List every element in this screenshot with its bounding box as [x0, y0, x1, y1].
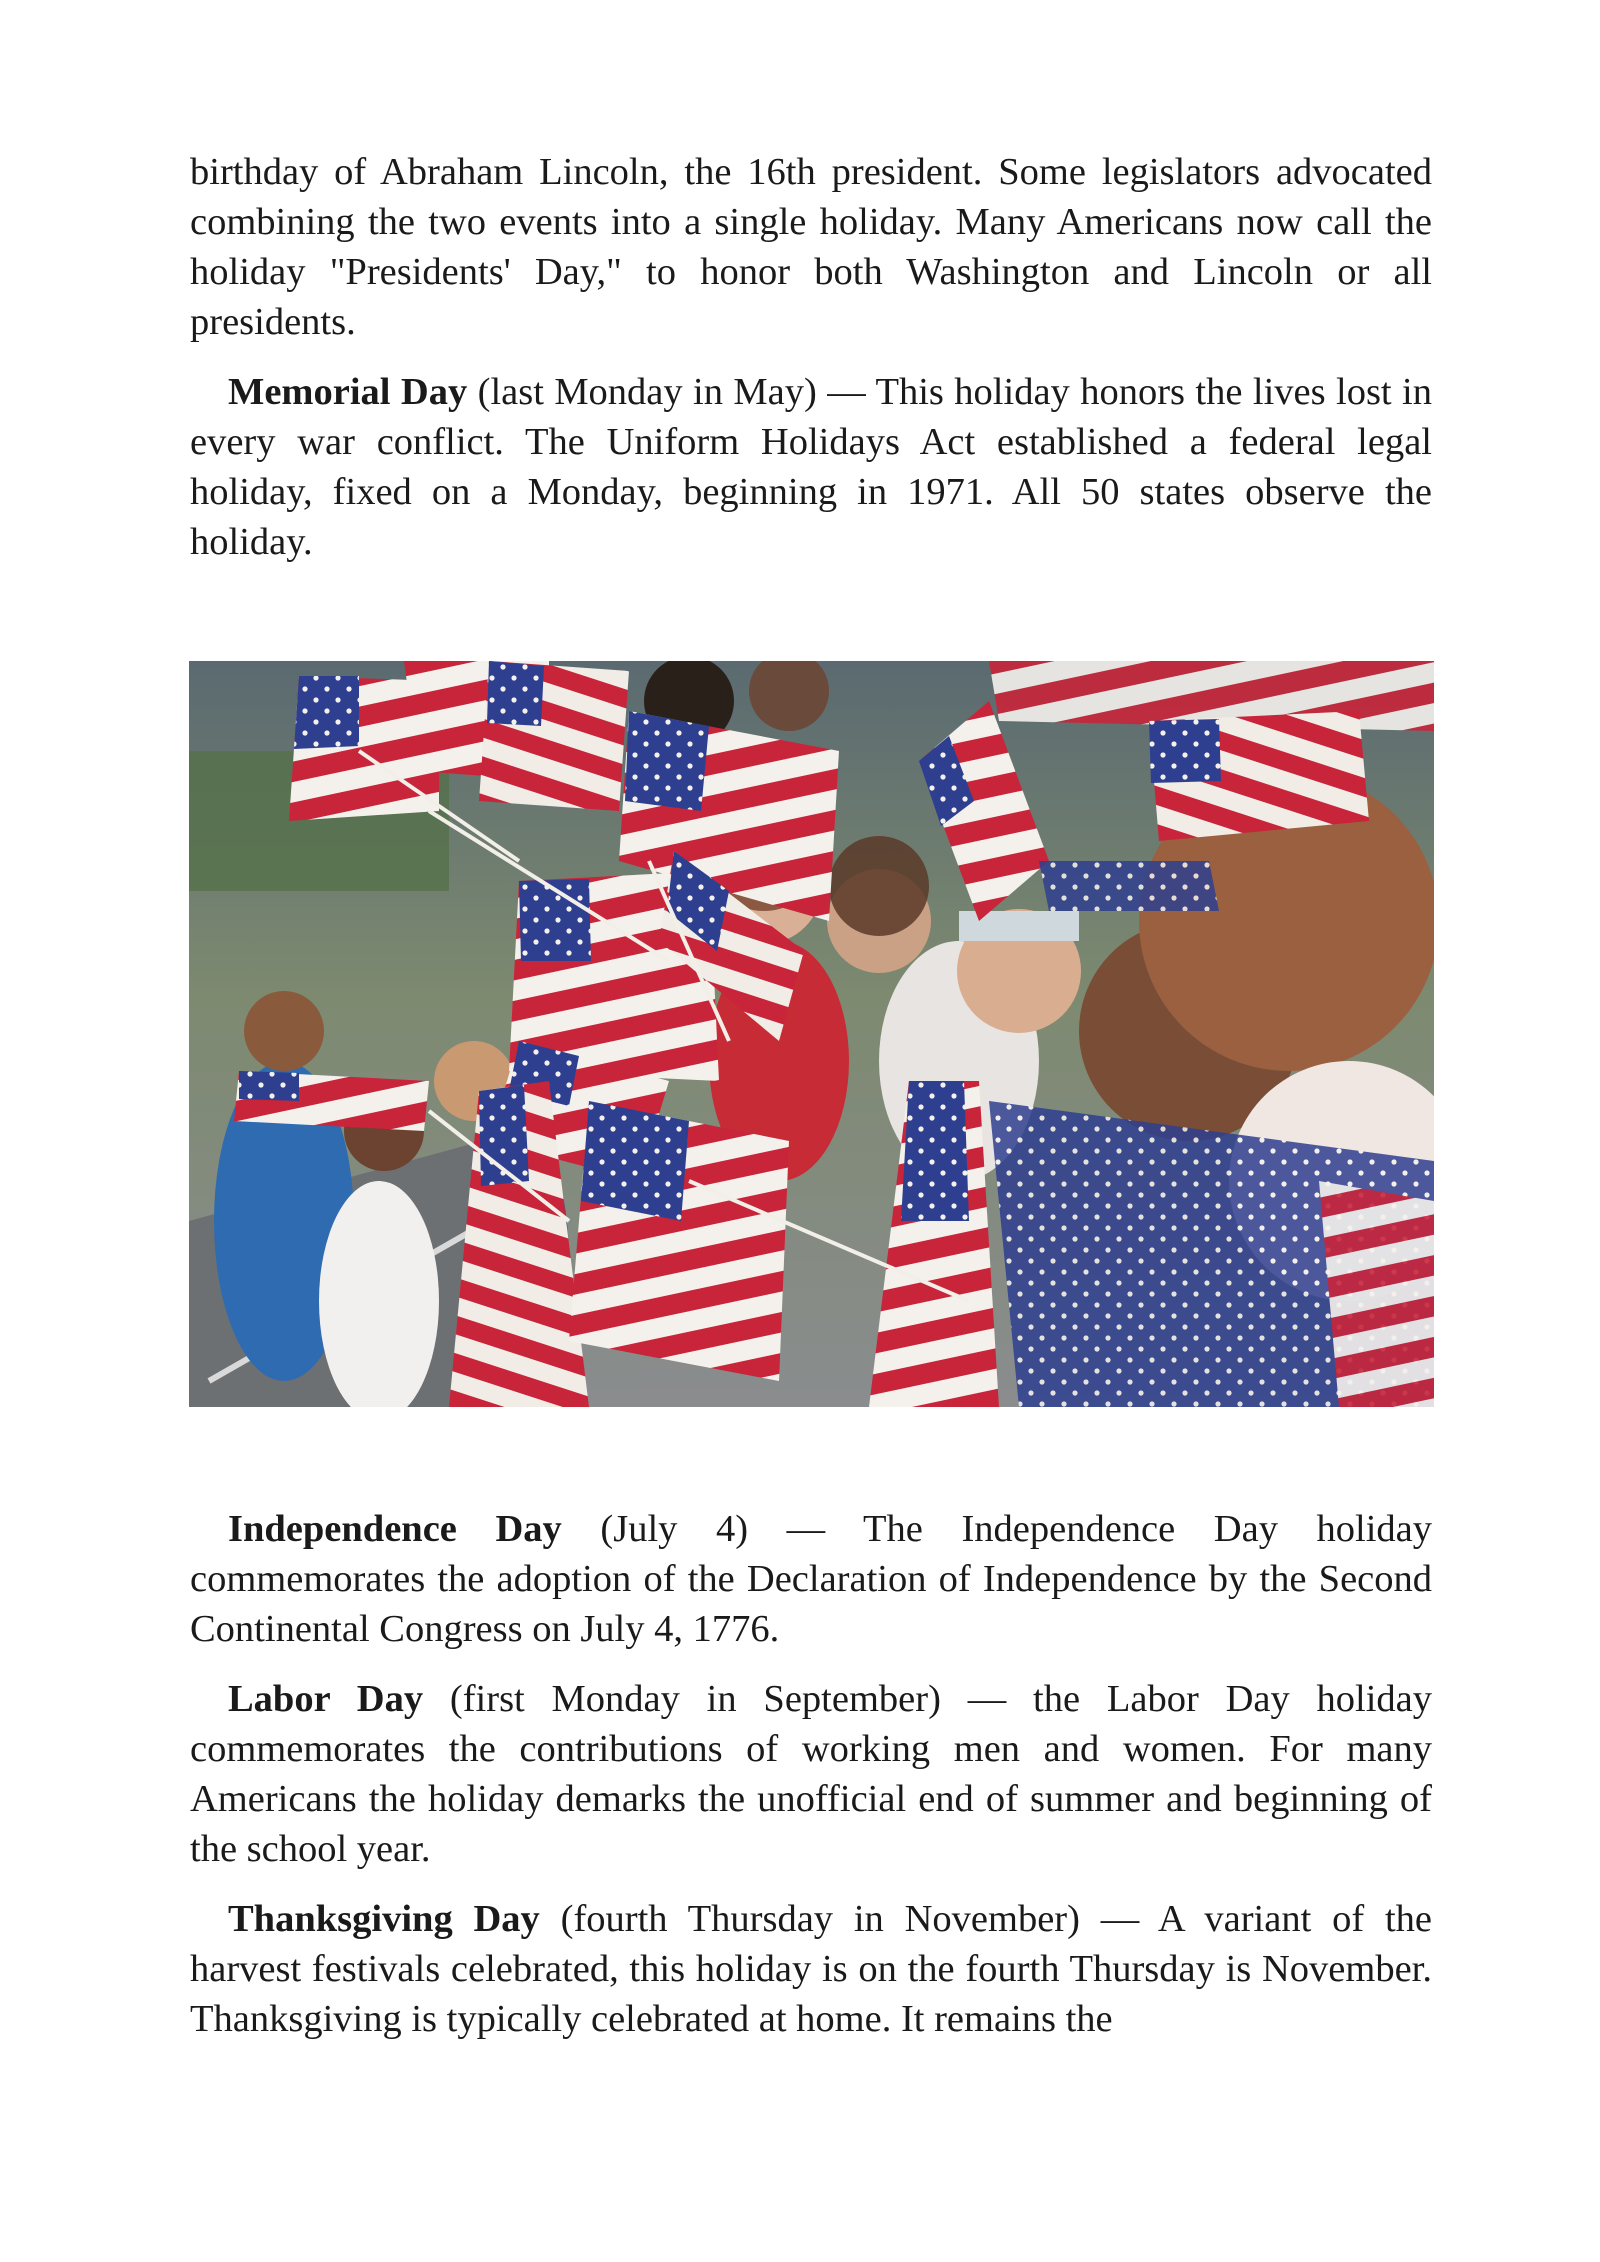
holiday-description: (first Monday in September) — the Labor Day holiday commemorates the contributions of working men and women. For many Americans the holiday demarks the unofficial end of summer and beginning of the school year.: [190, 1678, 1432, 1870]
holiday-description: (fourth Thursday in November) — A variant of the harvest festivals celebrated, this holiday is on the fourth Thursday is November. Thanksgiving is typically celebrated at home. It remains the: [190, 1898, 1432, 2040]
holiday-description: (last Monday in May) — This holiday honors the lives lost in every war conflict. The Uniform Holidays Act established a federal legal holiday, fixed on a Monday, beginning in 1971. All 50 states observe the holiday.: [190, 371, 1432, 563]
paragraph-independence-day: [190, 1504, 1432, 1654]
holiday-description: (July 4) — The Independence Day holiday commemorates the adoption of the Declaration of Independence by the Second Continental Congress on July 4, 1776.: [190, 1508, 1433, 1650]
text-block-top: [190, 147, 1432, 587]
paragraph-labor-day: [190, 1674, 1432, 1874]
text-block-bottom: [190, 1504, 1432, 2064]
parade-flags-photo: [189, 661, 1434, 1407]
paragraph-memorial-day: [190, 367, 1432, 567]
paragraph-thanksgiving-day: [190, 1894, 1432, 2044]
holiday-name: Independence Day: [228, 1508, 562, 1550]
holiday-name: Labor Day: [228, 1678, 424, 1720]
intro-paragraph: birthday of Abraham Lincoln, the 16th president. Some legislators advocated combining the two events into a single holiday. Many Americans now call the holiday "Presidents' Day," to honor both Washington and Lincoln or all presidents.: [190, 151, 1432, 343]
holiday-name: Thanksgiving Day: [228, 1898, 540, 1940]
photo-illustration: [189, 661, 1434, 1407]
holiday-name: Memorial Day: [228, 371, 468, 413]
